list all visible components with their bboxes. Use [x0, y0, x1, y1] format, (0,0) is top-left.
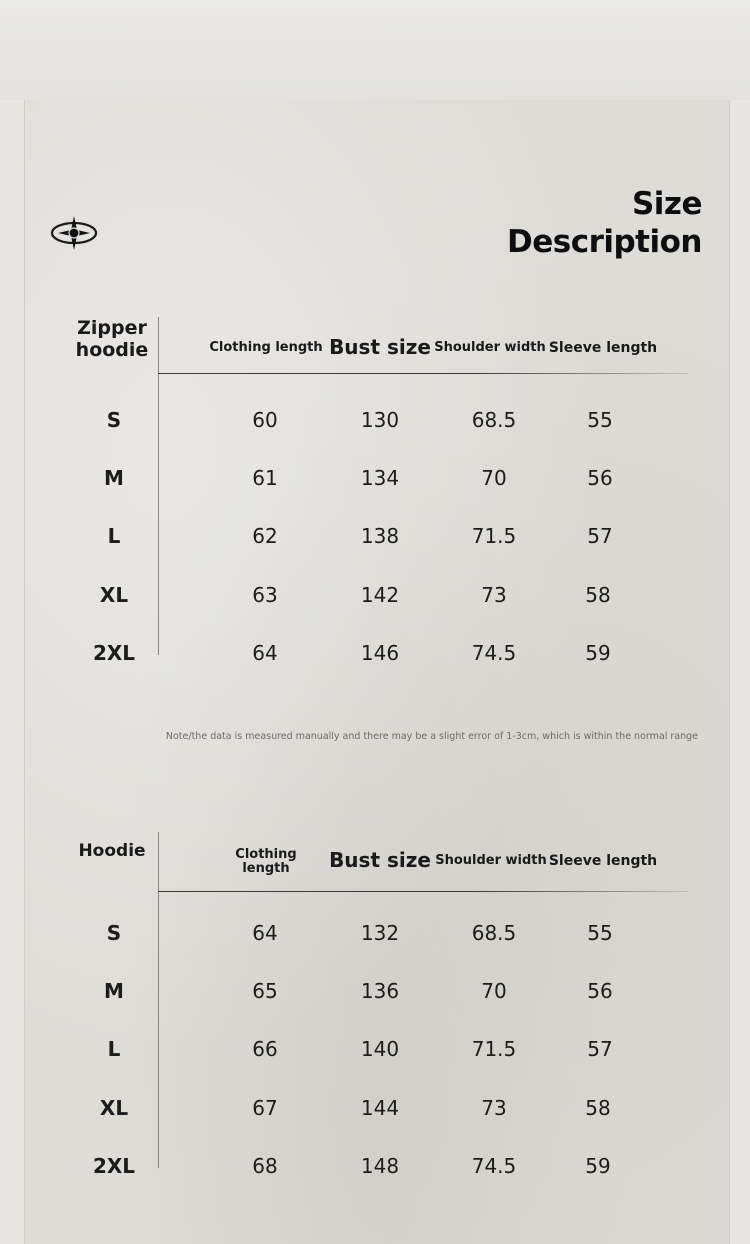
table-row: [0, 918, 750, 948]
header-shoulder-width: Shoulder width: [434, 340, 546, 355]
table-row: [0, 580, 750, 610]
size-label: XL: [99, 1096, 129, 1120]
shoulder-width-value: 70: [481, 466, 507, 490]
shoulder-width-value: 74.5: [471, 641, 517, 665]
size-label: 2XL: [92, 1154, 136, 1178]
shoulder-width-value: 71.5: [471, 524, 517, 548]
sleeve-length-value: 56: [587, 466, 613, 490]
content-panel: [24, 100, 730, 1244]
sleeve-length-value: 56: [587, 979, 613, 1003]
clothing-length-value: 62: [252, 524, 278, 548]
header-clothing-length: [235, 848, 296, 876]
shoulder-width-value: 73: [481, 583, 507, 607]
bust-size-value: 136: [360, 979, 400, 1003]
header-clothing-length: Clothing length: [209, 340, 323, 355]
clothing-length-value: 66: [252, 1037, 278, 1061]
measurement-note: Note/the data is measured manually and there may be a slight error of 1-3cm, which is within the normal range: [165, 731, 698, 742]
table-row: [0, 1151, 750, 1181]
bust-size-value: 134: [360, 466, 400, 490]
table-row: [0, 463, 750, 493]
table-row: [0, 1093, 750, 1123]
table-row: [0, 405, 750, 435]
product-name: [64, 317, 160, 361]
size-label: S: [106, 408, 122, 432]
clothing-length-value: 65: [252, 979, 278, 1003]
bust-size-value: 146: [360, 641, 400, 665]
title-line-description: Description: [506, 224, 702, 260]
table-row: [0, 1034, 750, 1064]
header-shoulder-width: Shoulder width: [435, 853, 547, 868]
product-name-line: hoodie: [75, 339, 149, 361]
shoulder-width-value: 68.5: [471, 408, 517, 432]
clothing-length-value: 68: [252, 1154, 278, 1178]
bust-size-value: 132: [360, 921, 400, 945]
shoulder-width-value: 68.5: [471, 921, 517, 945]
header-sleeve-length: Sleeve length: [548, 340, 658, 356]
header-divider: [158, 891, 688, 892]
bust-size-value: 138: [360, 524, 400, 548]
header-clothing-length-line: length: [242, 861, 290, 876]
clothing-length-value: 67: [252, 1096, 278, 1120]
star-compass-icon: [50, 212, 100, 252]
sleeve-length-value: 59: [585, 1154, 611, 1178]
clothing-length-value: 63: [252, 583, 278, 607]
size-label: XL: [99, 583, 129, 607]
bust-size-value: 142: [360, 583, 400, 607]
page-top-band: [0, 0, 750, 100]
product-name: [64, 840, 160, 862]
sleeve-length-value: 55: [587, 408, 613, 432]
size-label: M: [104, 466, 124, 490]
product-name-line: Zipper: [77, 317, 147, 339]
header-divider: [158, 373, 688, 374]
sleeve-length-value: 57: [587, 524, 613, 548]
header-bust-size: Bust size: [329, 335, 431, 359]
sleeve-length-value: 55: [587, 921, 613, 945]
header-bust-size: Bust size: [329, 848, 431, 872]
shoulder-width-value: 74.5: [471, 1154, 517, 1178]
table-row: [0, 521, 750, 551]
header-clothing-length-line: Clothing: [235, 847, 297, 862]
table-row: [0, 976, 750, 1006]
bust-size-value: 148: [360, 1154, 400, 1178]
header-sleeve-length: Sleeve length: [548, 853, 658, 869]
clothing-length-value: 60: [252, 408, 278, 432]
size-label: 2XL: [92, 641, 136, 665]
shoulder-width-value: 73: [481, 1096, 507, 1120]
shoulder-width-value: 70: [481, 979, 507, 1003]
title-line-size: Size: [631, 186, 702, 222]
sleeve-length-value: 57: [587, 1037, 613, 1061]
clothing-length-value: 64: [252, 921, 278, 945]
sleeve-length-value: 58: [585, 583, 611, 607]
size-label: L: [107, 524, 121, 548]
bust-size-value: 140: [360, 1037, 400, 1061]
table-row: [0, 638, 750, 668]
clothing-length-value: 64: [252, 641, 278, 665]
bust-size-value: 144: [360, 1096, 400, 1120]
sleeve-length-value: 59: [585, 641, 611, 665]
size-label: L: [107, 1037, 121, 1061]
page-title: [507, 185, 702, 261]
product-name-line: Hoodie: [78, 841, 146, 861]
sleeve-length-value: 58: [585, 1096, 611, 1120]
size-label: M: [104, 979, 124, 1003]
clothing-length-value: 61: [252, 466, 278, 490]
bust-size-value: 130: [360, 408, 400, 432]
shoulder-width-value: 71.5: [471, 1037, 517, 1061]
size-label: S: [106, 921, 122, 945]
